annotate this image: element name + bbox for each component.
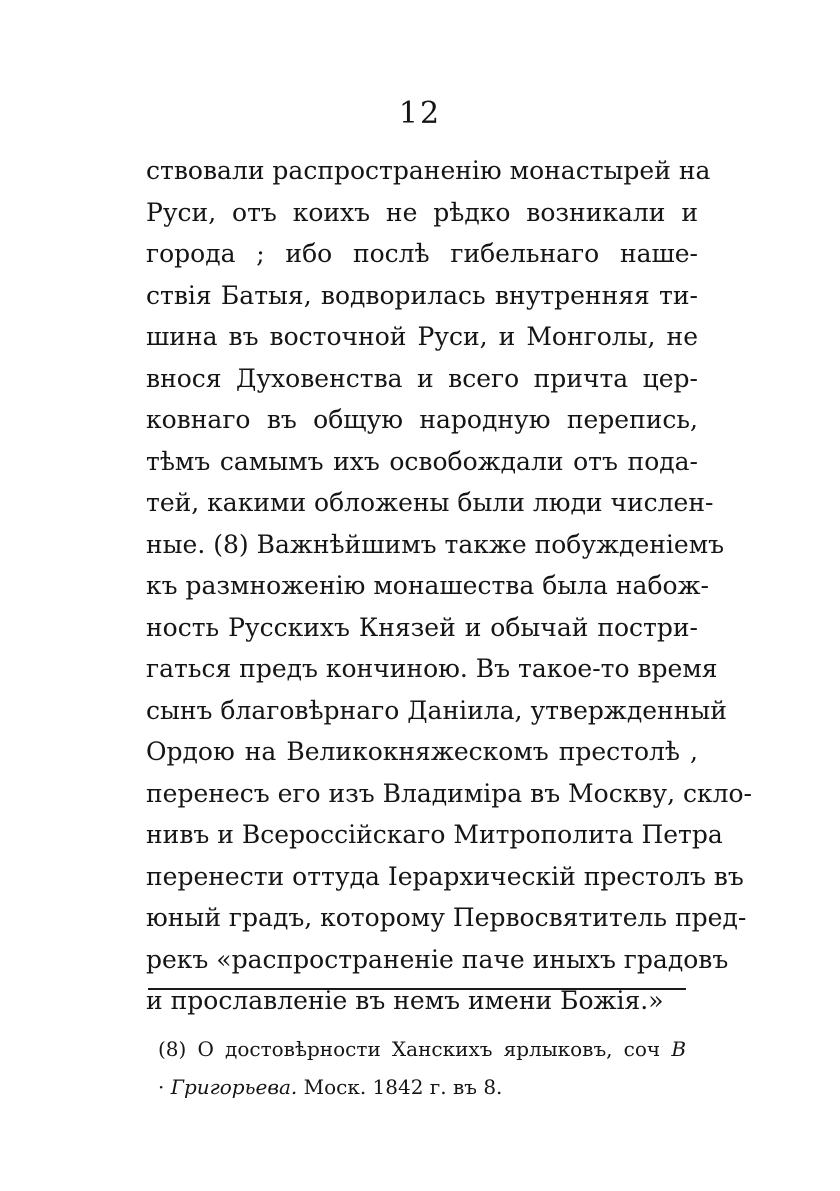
text-line: перенести оттуда Іерархическій престолъ въ: [146, 861, 744, 891]
text-line: тѣмъ самымъ ихъ освобождали отъ пода-: [146, 446, 698, 476]
page-number: 12: [398, 96, 442, 131]
text-line: ные. (8) Важнѣйшимъ также побужденіемъ: [146, 529, 725, 559]
footnote-divider: [148, 988, 686, 990]
text-line: ствовали распространенію монастырей на: [146, 156, 711, 185]
text-line: шина въ восточной Руси, и Монголы, не: [146, 322, 698, 351]
footnote-line-2: · Григорьева. Моск. 1842 г. въ 8.: [158, 1075, 503, 1099]
body-text: [146, 150, 753, 1022]
text-line: ность Русскихъ Князей и обычай постри-: [146, 612, 698, 642]
footnote-author-name: Григорьева.: [170, 1075, 298, 1099]
text-line: перенесъ его изъ Владиміра въ Москву, скло-: [146, 778, 753, 808]
text-line: и прославленіе въ немъ имени Божія.»: [146, 986, 664, 1015]
text-line: Руси, отъ коихъ не рѣдко возникали и: [146, 197, 698, 227]
footnote: [158, 1030, 686, 1106]
text-line: тей, какими обложены были люди числен-: [146, 488, 714, 517]
footnote-author-initial: В: [671, 1037, 687, 1061]
text-line: ковнаго въ общую народную перепись,: [146, 405, 698, 434]
text-line: гаться предъ кончиною. Въ такое-то время: [146, 654, 718, 683]
footnote-publication: Моск. 1842 г. въ 8.: [303, 1075, 503, 1099]
text-line: нивъ и Всероссійскаго Митрополита Петра: [146, 820, 723, 849]
text-line: къ размноженію монашества была набож-: [146, 571, 710, 600]
footnote-line-1: [158, 1030, 686, 1068]
text-line: ствія Батыя, водворилась внутренняя ти-: [146, 280, 698, 310]
text-line: Ордою на Великокняжескомъ престолѣ ,: [146, 737, 698, 766]
footnote-citation-text: (8) О достовѣрности Ханскихъ ярлыковъ, соч: [158, 1037, 661, 1061]
text-line: юный градъ, которому Первосвятитель пред-: [146, 903, 747, 932]
text-line: города ; ибо послѣ гибельнаго наше-: [146, 239, 698, 268]
text-line: сынъ благовѣрнаго Даніила, утвержденный: [146, 695, 727, 725]
text-line: внося Духовенства и всего причта цер-: [146, 363, 698, 393]
text-line: рекъ «распространеніе паче иныхъ градовъ: [146, 944, 729, 974]
